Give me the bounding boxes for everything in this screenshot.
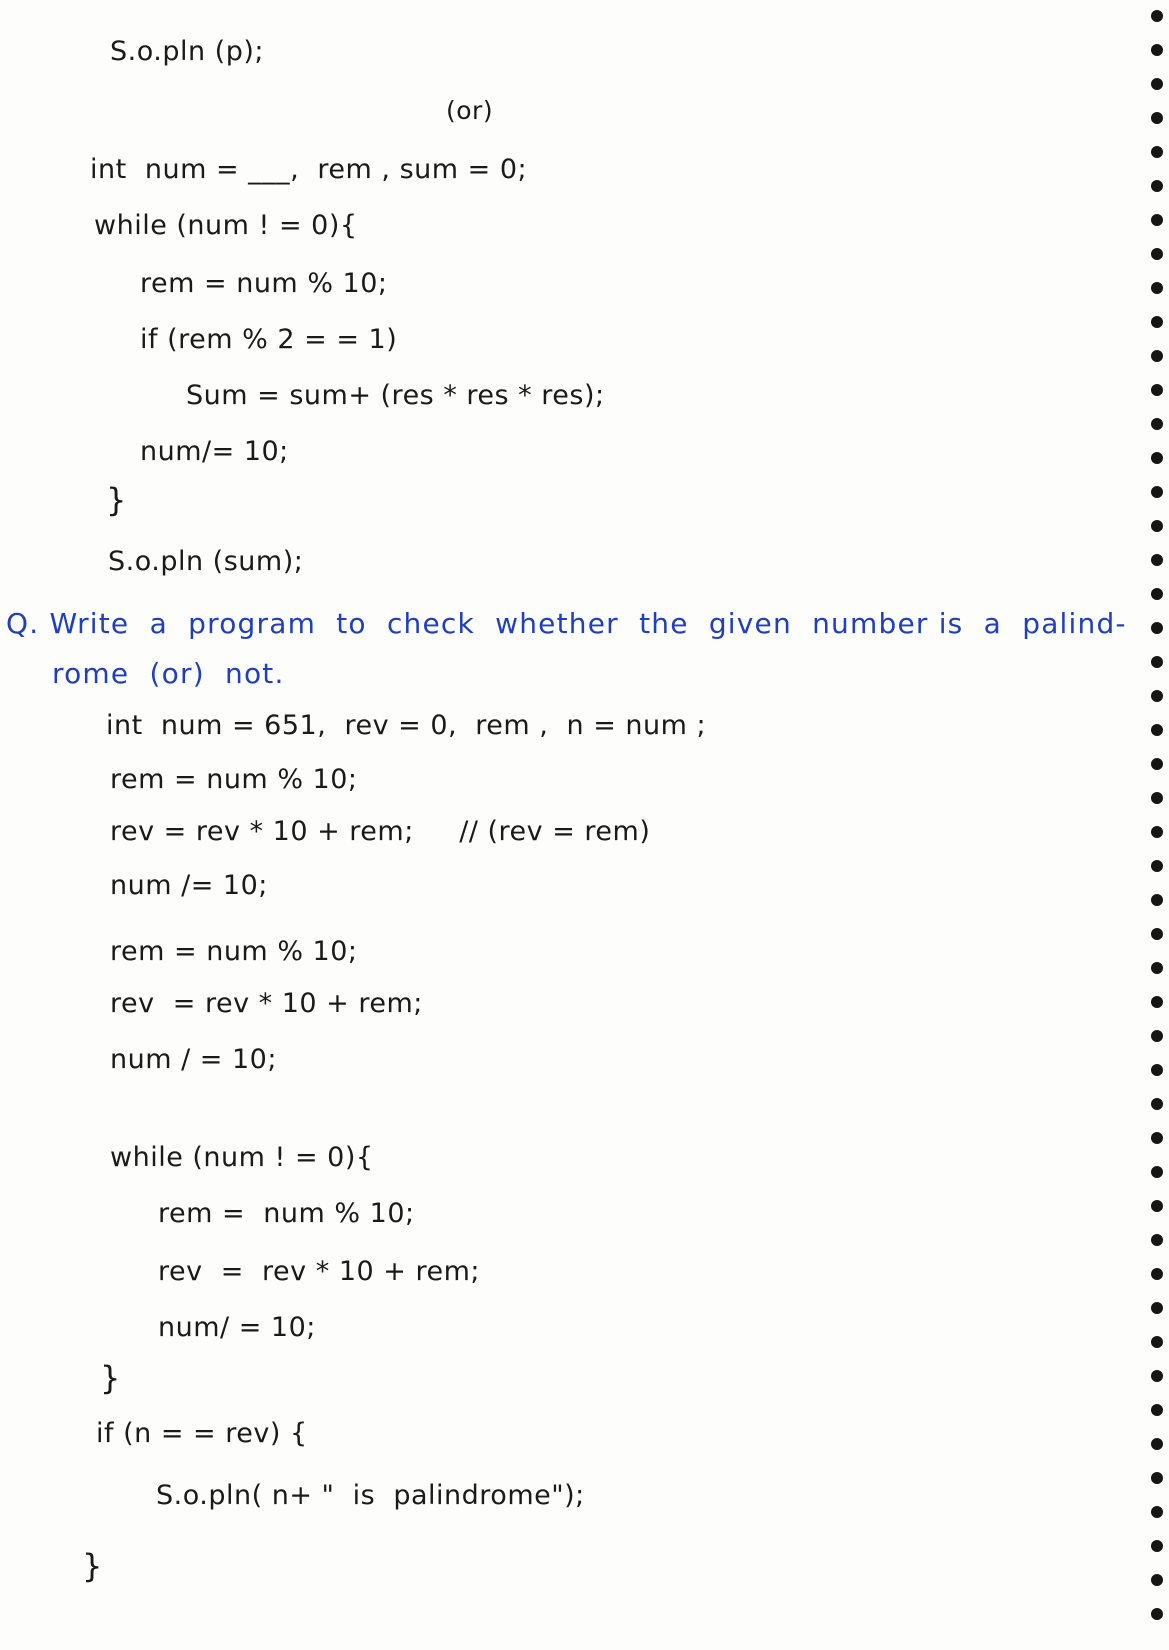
- binding-hole: [1151, 1608, 1163, 1620]
- code-line-while: while (num ! = 0){: [110, 1142, 374, 1173]
- binding-hole: [1151, 112, 1163, 124]
- code-line-declaration: int num = 651, rev = 0, rem , n = num ;: [106, 710, 707, 741]
- binding-hole: [1151, 78, 1163, 90]
- binding-hole: [1151, 1030, 1163, 1042]
- binding-hole: [1151, 792, 1163, 804]
- spiral-binding-holes: [1135, 0, 1169, 1650]
- binding-hole: [1151, 146, 1163, 158]
- binding-hole: [1151, 1166, 1163, 1178]
- binding-hole: [1151, 1370, 1163, 1382]
- binding-hole: [1151, 894, 1163, 906]
- binding-hole: [1151, 520, 1163, 532]
- code-line-divide: num /= 10;: [110, 870, 268, 901]
- question-text: Q. Write a program to check whether the given number is a palind-: [6, 607, 1127, 640]
- binding-hole: [1151, 486, 1163, 498]
- code-line-rem: rem = num % 10;: [110, 764, 358, 795]
- binding-hole: [1151, 1574, 1163, 1586]
- code-line-rev: rev = rev * 10 + rem; // (rev = rem): [110, 816, 651, 847]
- binding-hole: [1151, 1268, 1163, 1280]
- binding-hole: [1151, 588, 1163, 600]
- code-line-print-result: S.o.pln( n+ " is palindrome");: [156, 1480, 585, 1511]
- binding-hole: [1151, 1200, 1163, 1212]
- binding-hole: [1151, 384, 1163, 396]
- binding-hole: [1151, 554, 1163, 566]
- binding-hole: [1151, 996, 1163, 1008]
- binding-hole: [1151, 656, 1163, 668]
- binding-hole: [1151, 1540, 1163, 1552]
- binding-hole: [1151, 1438, 1163, 1450]
- code-line-print-p: S.o.pln (p);: [110, 36, 264, 67]
- binding-hole: [1151, 1132, 1163, 1144]
- or-label: (or): [446, 96, 494, 125]
- code-line-declaration: int num = ___, rem , sum = 0;: [90, 154, 528, 185]
- code-line-print-sum: S.o.pln (sum);: [108, 546, 304, 577]
- question-text-continued: rome (or) not.: [52, 657, 285, 690]
- code-line-rev: rev = rev * 10 + rem;: [158, 1256, 480, 1287]
- binding-hole: [1151, 860, 1163, 872]
- binding-hole: [1151, 1064, 1163, 1076]
- binding-hole: [1151, 928, 1163, 940]
- binding-hole: [1151, 350, 1163, 362]
- code-line-rev: rev = rev * 10 + rem;: [110, 988, 423, 1019]
- binding-hole: [1151, 418, 1163, 430]
- binding-hole: [1151, 316, 1163, 328]
- binding-hole: [1151, 44, 1163, 56]
- binding-hole: [1151, 1506, 1163, 1518]
- binding-hole: [1151, 282, 1163, 294]
- binding-hole: [1151, 826, 1163, 838]
- code-line-sum: Sum = sum+ (res * res * res);: [186, 380, 605, 411]
- code-line-rem: rem = num % 10;: [110, 936, 358, 967]
- closing-brace: }: [82, 1547, 103, 1585]
- closing-brace: }: [100, 1359, 121, 1397]
- code-line-if: if (n = = rev) {: [96, 1418, 308, 1449]
- binding-hole: [1151, 758, 1163, 770]
- closing-brace: }: [106, 481, 127, 519]
- binding-hole: [1151, 1472, 1163, 1484]
- binding-hole: [1151, 452, 1163, 464]
- binding-hole: [1151, 962, 1163, 974]
- code-line-divide: num / = 10;: [110, 1044, 277, 1075]
- binding-hole: [1151, 1336, 1163, 1348]
- binding-hole: [1151, 1404, 1163, 1416]
- binding-hole: [1151, 690, 1163, 702]
- code-line-divide: num/ = 10;: [158, 1312, 316, 1343]
- binding-hole: [1151, 622, 1163, 634]
- binding-hole: [1151, 724, 1163, 736]
- binding-hole: [1151, 1234, 1163, 1246]
- binding-hole: [1151, 214, 1163, 226]
- binding-hole: [1151, 10, 1163, 22]
- binding-hole: [1151, 1302, 1163, 1314]
- binding-hole: [1151, 248, 1163, 260]
- binding-hole: [1151, 180, 1163, 192]
- binding-hole: [1151, 1098, 1163, 1110]
- code-line-divide: num/= 10;: [140, 436, 289, 467]
- code-line-while: while (num ! = 0){: [94, 210, 358, 241]
- code-line-rem: rem = num % 10;: [140, 268, 388, 299]
- code-line-if: if (rem % 2 = = 1): [140, 324, 398, 355]
- code-line-rem: rem = num % 10;: [158, 1198, 415, 1229]
